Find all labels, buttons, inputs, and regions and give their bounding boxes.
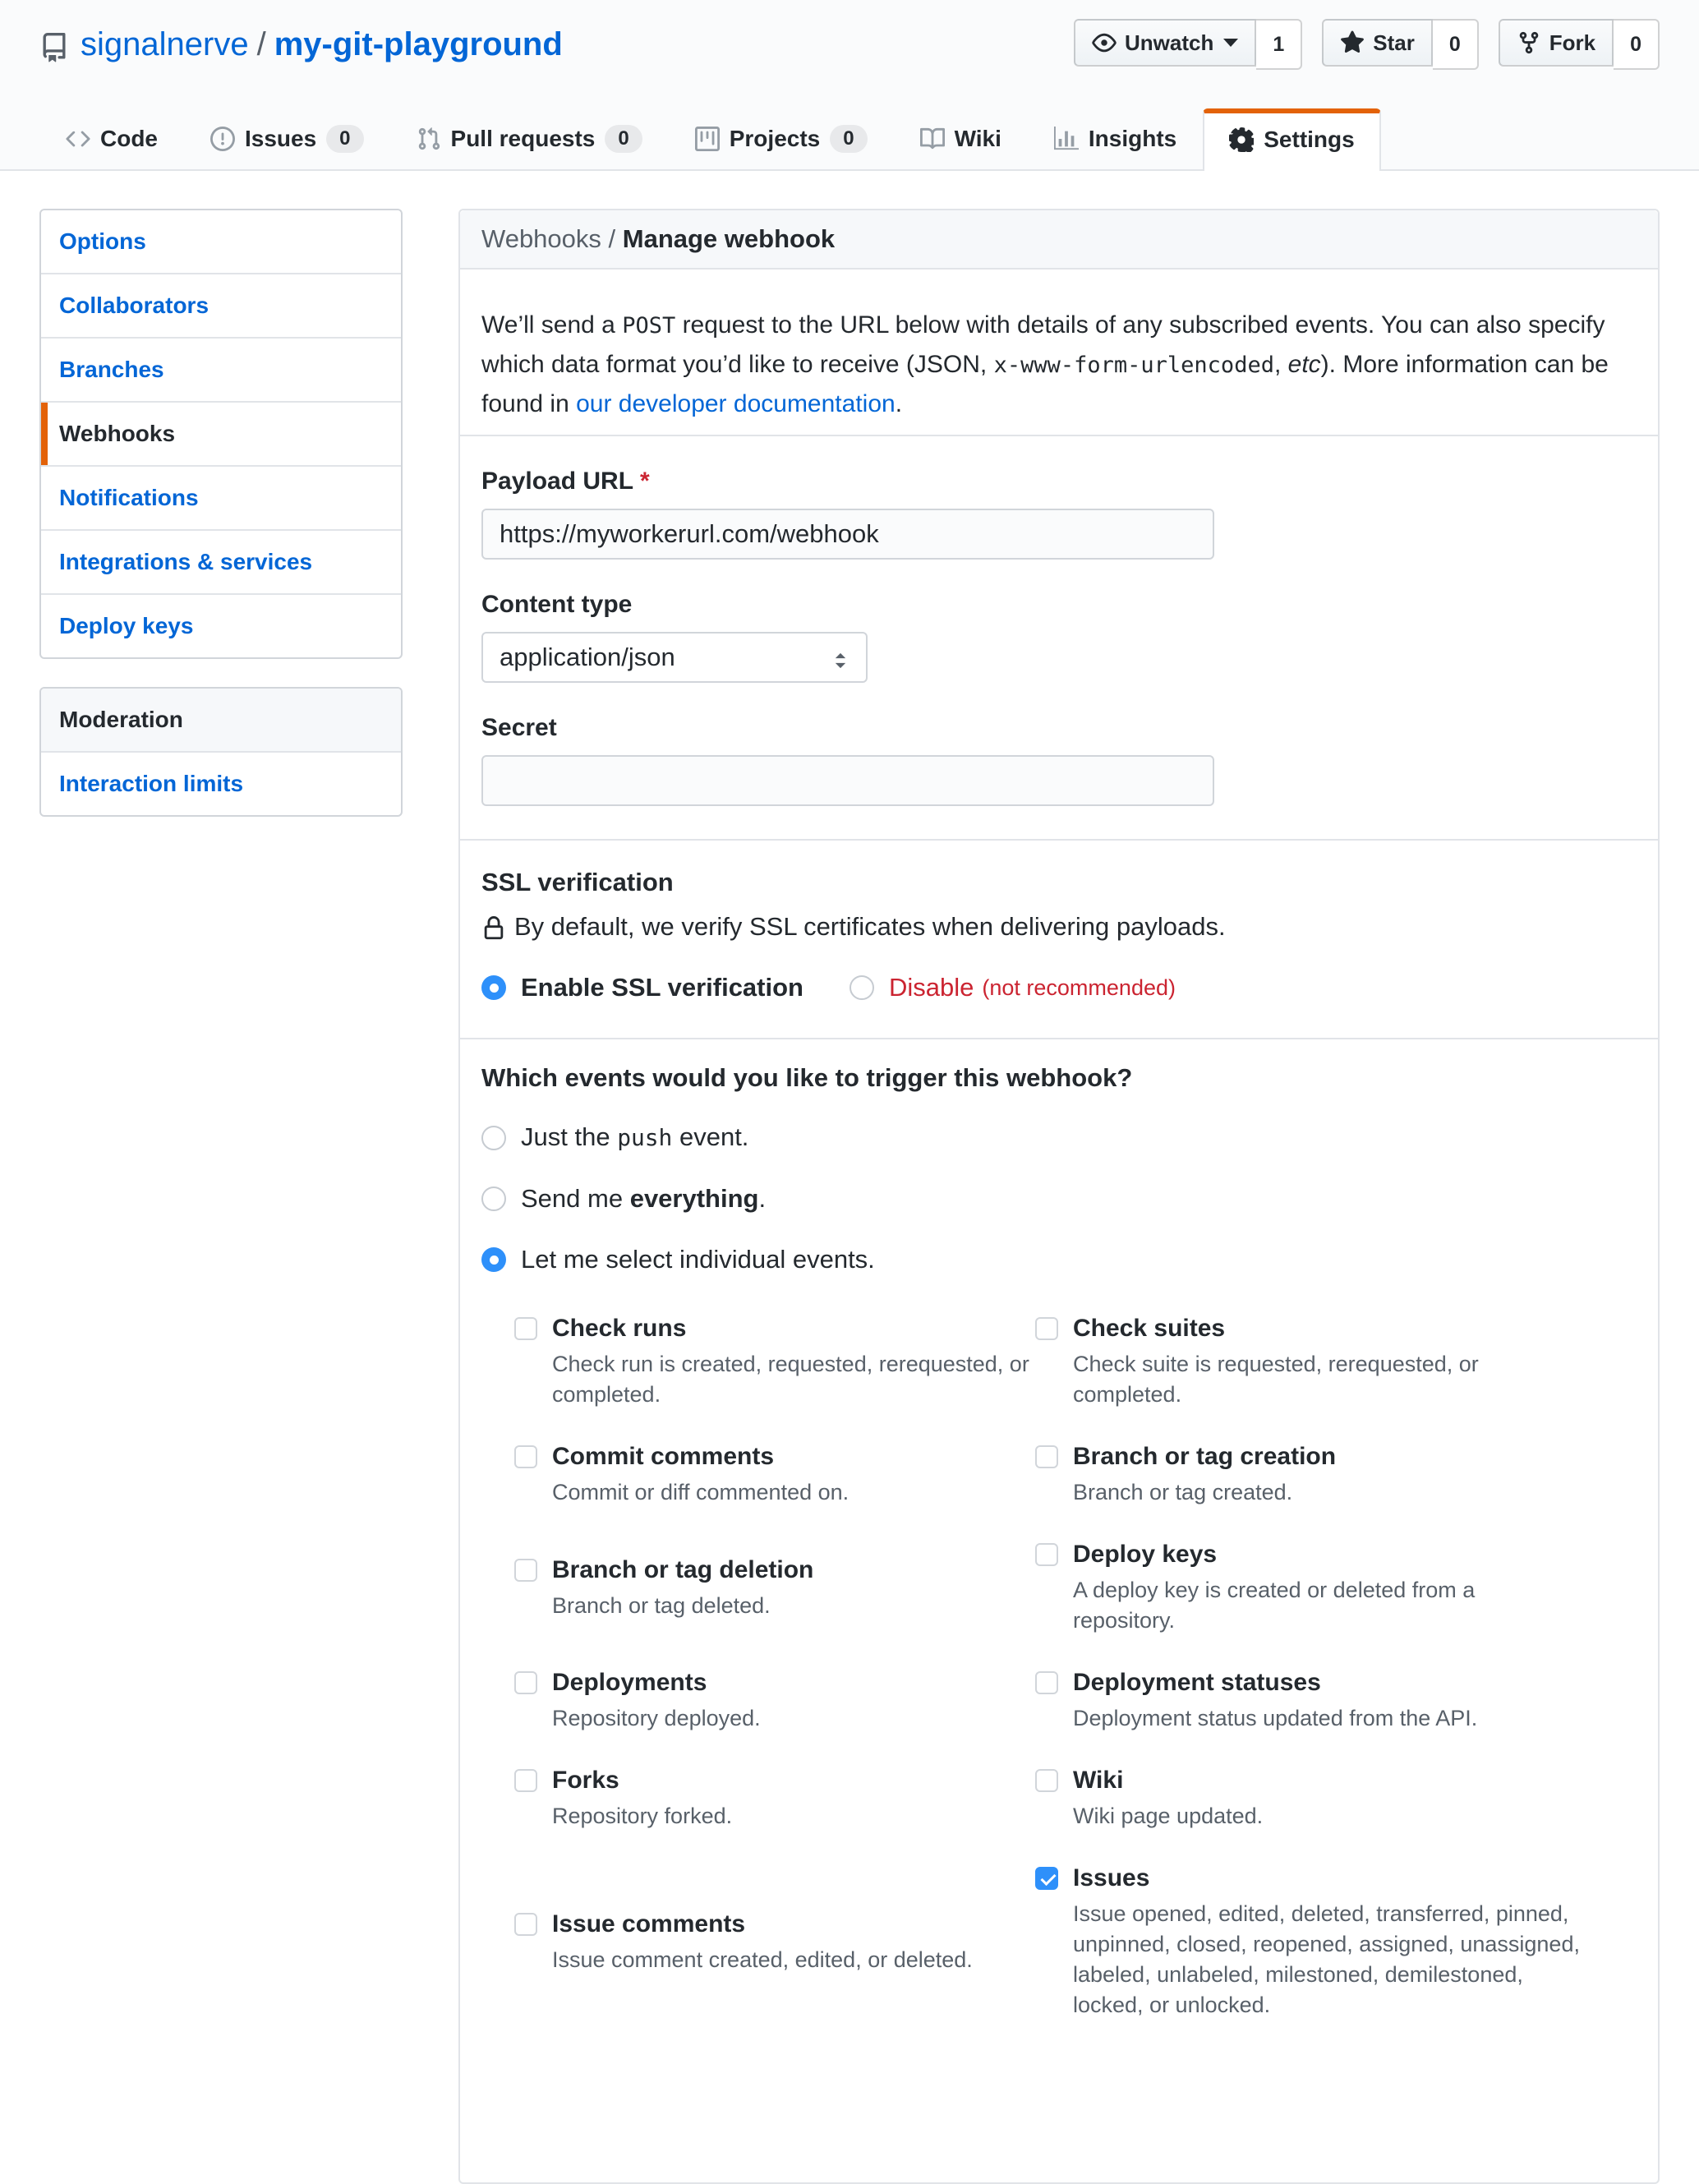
star-count[interactable]: 0 xyxy=(1433,19,1479,70)
event-option-radio-1[interactable] xyxy=(481,1186,506,1211)
event-option-radio-2[interactable] xyxy=(481,1247,506,1272)
tab-label: Projects xyxy=(729,126,821,151)
star-button[interactable] xyxy=(1322,19,1433,67)
book-icon xyxy=(920,126,945,152)
sidebar-item-deploy-keys[interactable]: Deploy keys xyxy=(41,593,401,657)
sidebar-item-webhooks[interactable]: Webhooks xyxy=(41,401,401,465)
code-icon xyxy=(66,126,90,152)
watch-button[interactable] xyxy=(1074,19,1256,67)
event-description: Repository deployed. xyxy=(552,1706,761,1730)
enable-ssl-radio[interactable] xyxy=(481,975,506,1000)
event-checkbox-deploy-keys[interactable] xyxy=(1035,1543,1058,1566)
event-checkbox-branch-or-tag-deletion[interactable] xyxy=(514,1559,537,1582)
watch-button-group xyxy=(1074,19,1302,70)
event-item-branch-or-tag-creation xyxy=(1035,1441,1637,1508)
tab-label: Insights xyxy=(1088,126,1177,151)
event-item-commit-comments xyxy=(514,1441,1035,1508)
event-item-deployment-statuses xyxy=(1035,1667,1637,1734)
webhook-panel xyxy=(458,209,1660,2184)
event-title: Issues xyxy=(1073,1864,1150,1891)
settings-menu xyxy=(39,209,403,659)
repo-action-buttons xyxy=(1074,19,1660,70)
events-section xyxy=(460,1039,1658,2119)
event-title: Deployment statuses xyxy=(1073,1669,1321,1696)
event-description: Branch or tag created. xyxy=(1073,1480,1293,1504)
content-type-value: application/json xyxy=(500,643,675,671)
settings-sidebar xyxy=(39,209,403,817)
event-description: Check run is created, requested, rerequested, or completed. xyxy=(552,1352,1029,1407)
event-item-deploy-keys xyxy=(1035,1539,1637,1636)
event-title: Branch or tag deletion xyxy=(552,1555,814,1583)
secret-label: Secret xyxy=(481,714,557,741)
tab-settings[interactable] xyxy=(1203,108,1380,171)
sidebar-item-branches[interactable]: Branches xyxy=(41,337,401,401)
event-trigger-options xyxy=(481,1122,1637,1275)
sidebar-item-collaborators[interactable]: Collaborators xyxy=(41,273,401,337)
event-title: Deployments xyxy=(552,1669,707,1696)
repo-owner-link[interactable]: signalnerve xyxy=(81,25,249,62)
event-option-row xyxy=(481,1122,1637,1154)
tab-label: Code xyxy=(100,126,158,151)
event-checkbox-forks[interactable] xyxy=(514,1769,537,1792)
event-item-wiki xyxy=(1035,1765,1637,1832)
star-button-label: Star xyxy=(1373,30,1415,55)
tab-pull-requests[interactable] xyxy=(390,108,669,169)
watch-count[interactable]: 1 xyxy=(1256,19,1302,70)
gear-icon xyxy=(1229,127,1254,153)
star-icon xyxy=(1340,30,1365,56)
event-description: Repository forked. xyxy=(552,1804,733,1828)
event-title: Commit comments xyxy=(552,1443,775,1470)
event-description: Check suite is requested, rerequested, or completed. xyxy=(1073,1352,1479,1407)
sidebar-item-options[interactable]: Options xyxy=(59,228,146,254)
disable-ssl-label: Disable xyxy=(888,973,974,1002)
event-checkbox-check-suites[interactable] xyxy=(1035,1317,1058,1340)
webhook-form xyxy=(460,466,1658,839)
tab-label: Issues xyxy=(245,126,317,151)
disable-ssl-note: (not recommended) xyxy=(982,975,1176,1000)
tab-count-badge: 0 xyxy=(326,125,363,153)
event-checkbox-branch-or-tag-creation[interactable] xyxy=(1035,1445,1058,1468)
event-option-label: Let me select individual events. xyxy=(521,1245,875,1274)
star-button-group xyxy=(1322,19,1478,70)
enable-ssl-label: Enable SSL verification xyxy=(521,973,803,1002)
pr-icon xyxy=(417,126,441,152)
tab-wiki[interactable] xyxy=(894,108,1028,169)
page-title: Manage webhook xyxy=(622,224,836,253)
moderation-heading: Moderation xyxy=(41,689,401,753)
repo-page-header xyxy=(0,0,1699,171)
tab-count-badge: 0 xyxy=(830,125,867,153)
ssl-heading: SSL verification xyxy=(481,868,674,896)
event-title: Deploy keys xyxy=(1073,1541,1218,1568)
event-item-forks xyxy=(514,1765,1035,1832)
breadcrumb-webhooks-link[interactable]: Webhooks xyxy=(481,224,601,253)
disable-ssl-radio[interactable] xyxy=(850,975,874,1000)
ssl-section xyxy=(460,841,1658,1038)
sidebar-item-integrations-services[interactable]: Integrations & services xyxy=(41,529,401,593)
project-icon xyxy=(695,126,720,152)
developer-documentation-link[interactable]: our developer documentation xyxy=(576,390,896,417)
watch-button-label: Unwatch xyxy=(1125,30,1214,55)
event-item-issues xyxy=(1035,1863,1637,2020)
sidebar-item-notifications[interactable]: Notifications xyxy=(41,465,401,529)
tab-label: Pull requests xyxy=(450,126,596,151)
event-item-deployments xyxy=(514,1667,1035,1734)
graph-icon xyxy=(1054,126,1079,152)
event-checkbox-commit-comments[interactable] xyxy=(514,1445,537,1468)
repo-name-link[interactable]: my-git-playground xyxy=(274,25,563,62)
event-option-label: Send me everything. xyxy=(521,1184,767,1213)
tab-issues[interactable] xyxy=(184,108,390,169)
event-description: Branch or tag deleted. xyxy=(552,1592,771,1618)
event-checkbox-issues[interactable] xyxy=(1035,1867,1058,1890)
event-description: Commit or diff commented on. xyxy=(552,1480,850,1504)
fork-button-label: Fork xyxy=(1549,30,1596,55)
fork-count[interactable]: 0 xyxy=(1614,19,1660,70)
select-caret-icon xyxy=(830,643,851,672)
event-item-branch-or-tag-deletion xyxy=(514,1555,1035,1621)
event-description: Issue opened, edited, deleted, transferred, pinned, unpinned, closed, reopened, assigned, unassigned, labeled, unlabeled, milestoned, demilestoned, locked, or unlocked. xyxy=(1073,1901,1580,2017)
events-heading: Which events would you like to trigger this webhook? xyxy=(481,1063,1133,1092)
event-item-issue-comments xyxy=(514,1909,1035,1975)
event-checkbox-wiki[interactable] xyxy=(1035,1769,1058,1792)
content-type-select[interactable] xyxy=(481,632,868,683)
tab-label: Wiki xyxy=(954,126,1001,151)
repo-tab-nav xyxy=(39,108,1660,169)
fork-button-group xyxy=(1499,19,1660,70)
payload-url-field[interactable] xyxy=(481,509,1214,560)
event-option-label: Just the push event. xyxy=(521,1122,749,1151)
fork-icon xyxy=(1517,30,1541,56)
fork-button[interactable] xyxy=(1499,19,1614,67)
event-item-check-suites xyxy=(1035,1313,1637,1410)
caret-down-icon xyxy=(1223,39,1238,47)
event-title: Wiki xyxy=(1073,1767,1124,1794)
event-description: Issue comment created, edited, or deleted. xyxy=(552,1947,973,1972)
event-checkbox-grid xyxy=(514,1313,1637,2119)
tab-projects[interactable] xyxy=(669,108,894,169)
event-option-radio-0[interactable] xyxy=(481,1126,506,1150)
event-checkbox-issue-comments[interactable] xyxy=(514,1913,537,1936)
event-description: Deployment status updated from the API. xyxy=(1073,1706,1478,1730)
payload-url-label: Payload URL * xyxy=(481,468,650,495)
event-option-row xyxy=(481,1244,1637,1275)
secret-field[interactable] xyxy=(481,755,1214,806)
tab-label: Settings xyxy=(1264,127,1355,152)
moderation-menu xyxy=(39,687,403,817)
event-title: Issue comments xyxy=(552,1910,746,1937)
tab-insights[interactable] xyxy=(1028,108,1203,169)
event-title: Check runs xyxy=(552,1315,687,1342)
event-checkbox-deployments[interactable] xyxy=(514,1671,537,1694)
sidebar-item-interaction-limits[interactable]: Interaction limits xyxy=(59,771,244,796)
webhook-intro-text: We’ll send a POST request to the URL below with details of any subscribed events. You can also specify which data format you’d like to receive (JSON, x-www-form-urlencoded, etc). More information can be found in our developer documentation. xyxy=(460,294,1658,436)
breadcrumb-separator: / xyxy=(601,224,623,253)
event-checkbox-deployment-statuses[interactable] xyxy=(1035,1671,1058,1694)
eye-icon xyxy=(1092,30,1117,56)
event-checkbox-check-runs[interactable] xyxy=(514,1317,537,1340)
lock-icon xyxy=(481,911,506,942)
repo-title-separator: / xyxy=(256,25,266,62)
event-description: A deploy key is created or deleted from a repository. xyxy=(1073,1578,1476,1633)
tab-code[interactable] xyxy=(39,108,184,169)
event-item-check-runs xyxy=(514,1313,1035,1410)
breadcrumb xyxy=(460,210,1658,270)
event-title: Branch or tag creation xyxy=(1073,1443,1337,1470)
event-description: Wiki page updated. xyxy=(1073,1804,1264,1828)
repo-title xyxy=(39,26,563,63)
event-title: Forks xyxy=(552,1767,619,1794)
event-option-row xyxy=(481,1183,1637,1214)
required-asterisk: * xyxy=(640,468,650,495)
ssl-note: By default, we verify SSL certificates when delivering payloads. xyxy=(514,912,1226,941)
tab-count-badge: 0 xyxy=(605,125,642,153)
repo-icon xyxy=(39,26,69,63)
issue-icon xyxy=(210,126,235,152)
event-title: Check suites xyxy=(1073,1315,1226,1342)
content-type-label: Content type xyxy=(481,591,633,618)
